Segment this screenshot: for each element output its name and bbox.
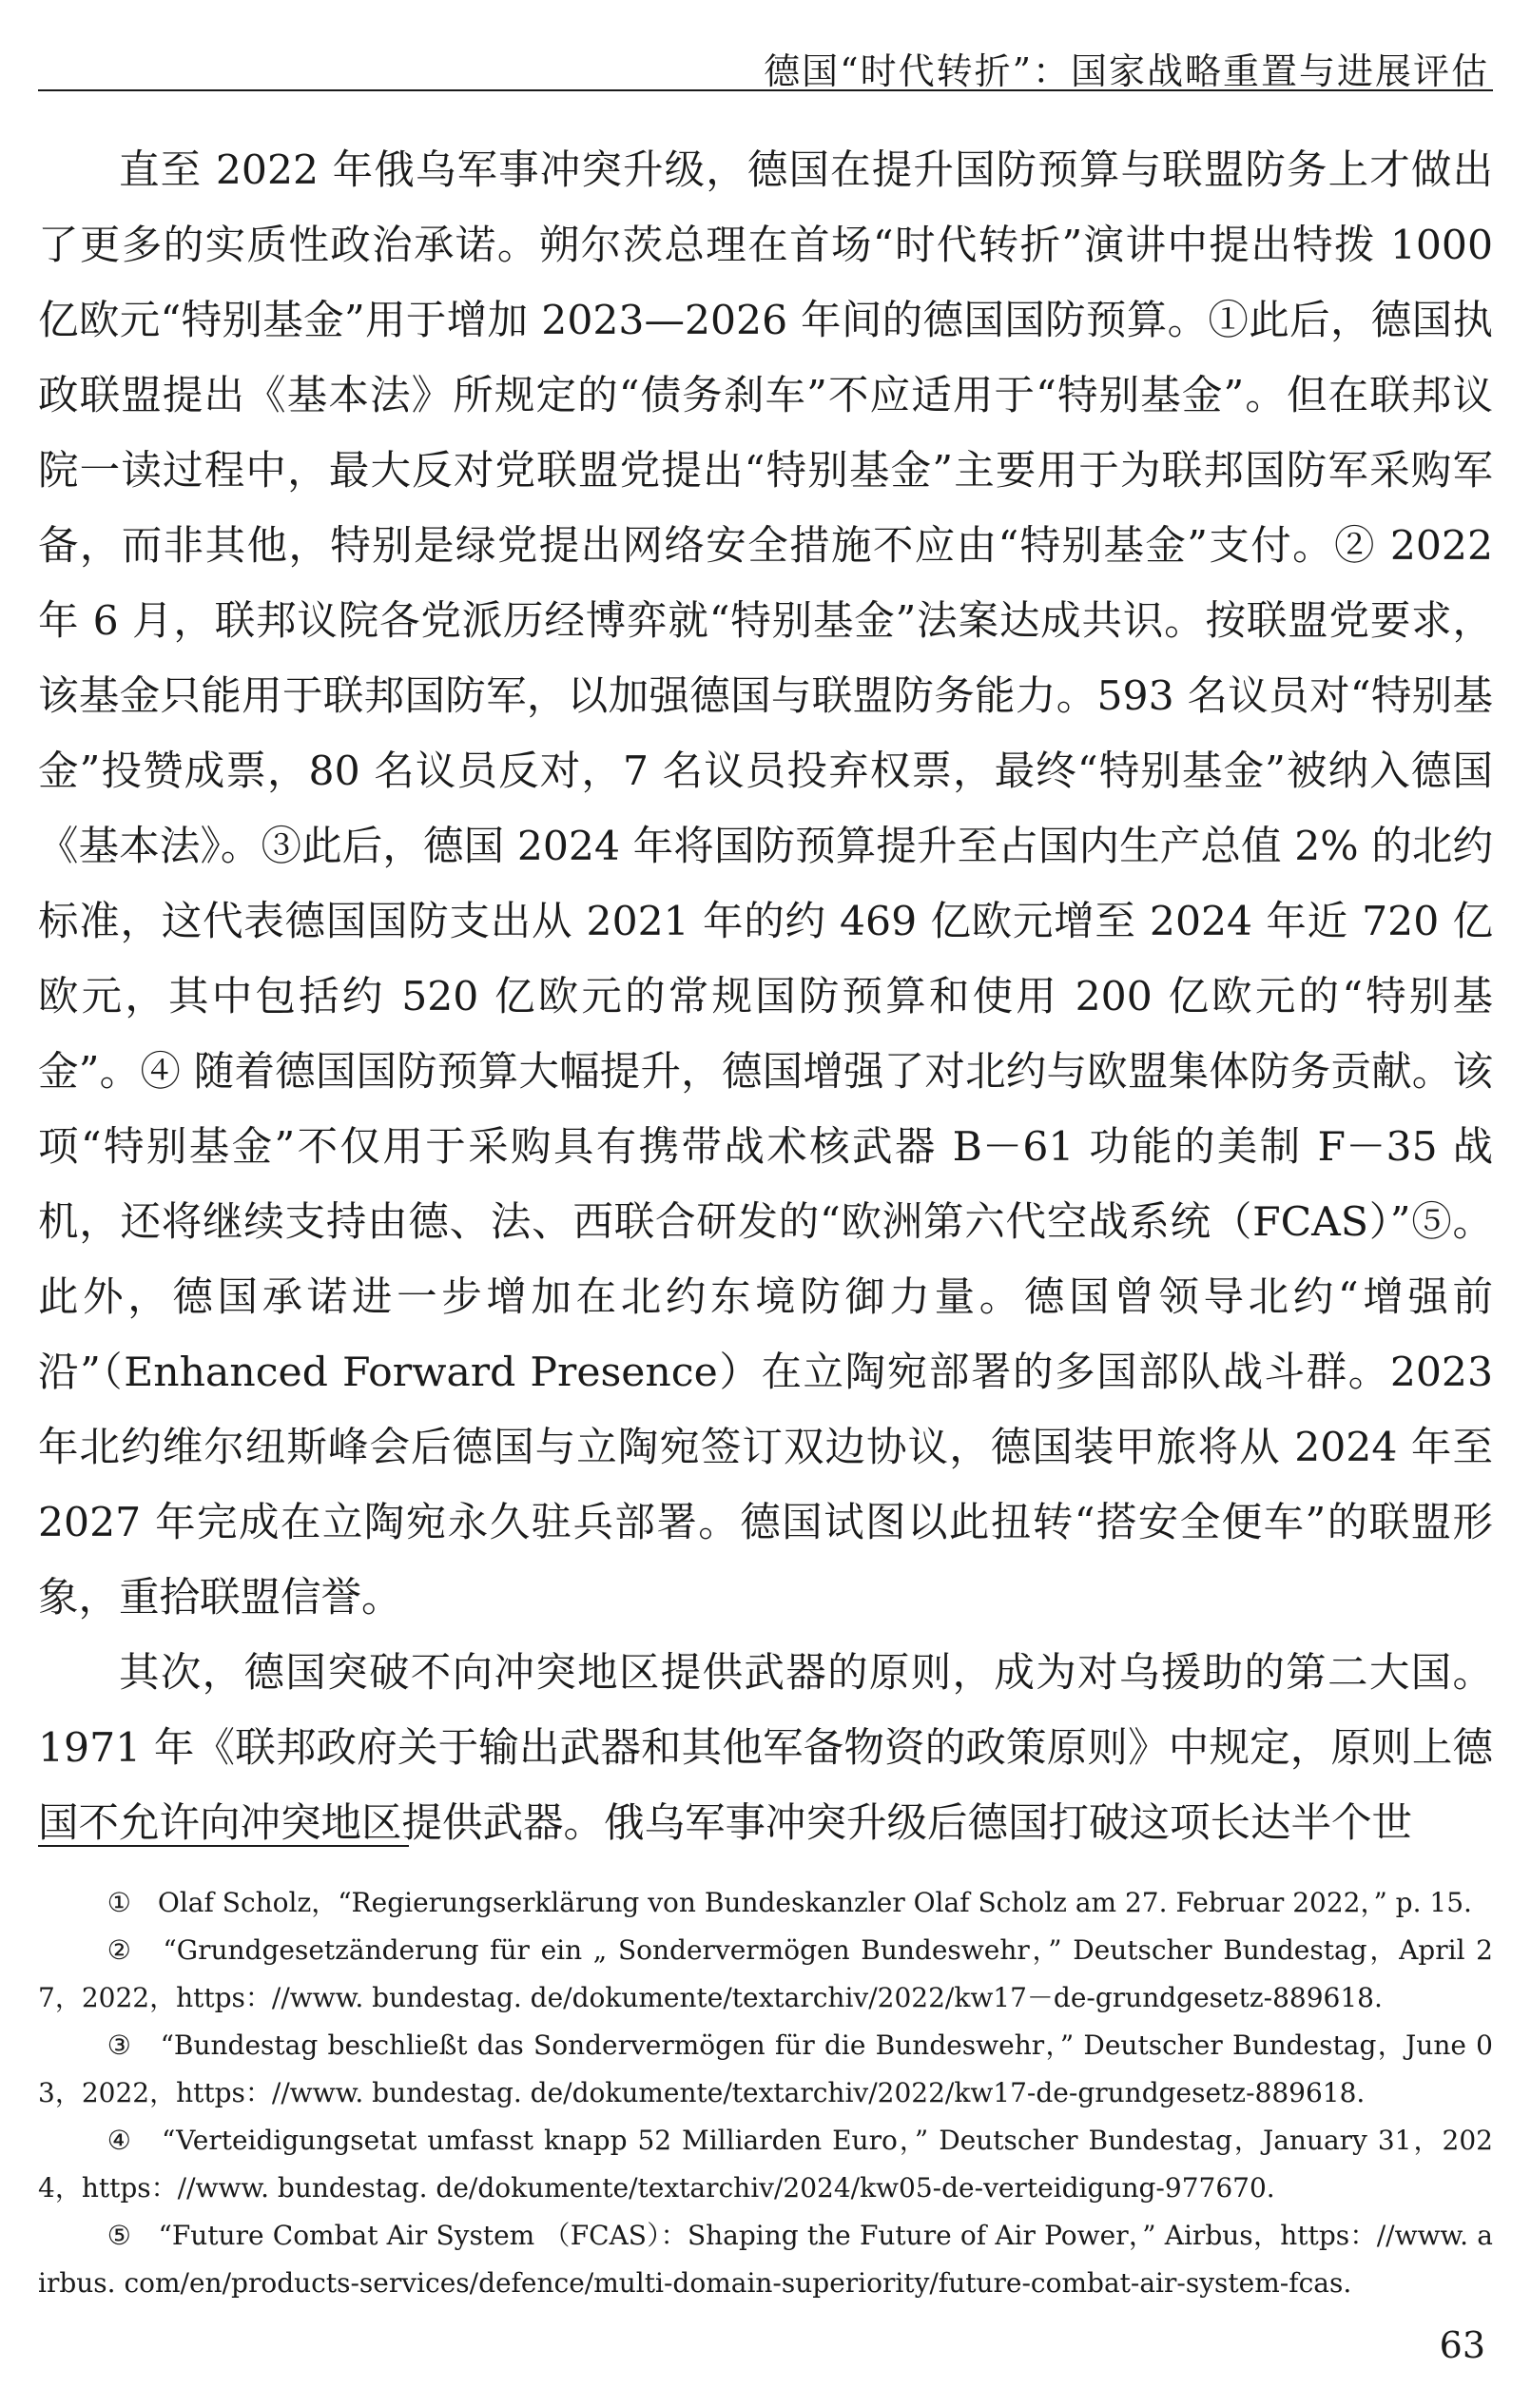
paragraph-arms-exports: 其次，德国突破不向冲突地区提供武器的原则，成为对乌援助的第二大国。1971 年《联邦政府关于输出武器和其他军备物资的政策原则》中规定，原则上德国不允许向冲突地区提供武器。俄乌军事冲突升级后德国打破这项长达半个世	[38, 1650, 1493, 1847]
running-header-title: 德国“时代转折”：国家战略重置与进展评估	[764, 50, 1489, 92]
body-text	[38, 133, 1493, 1861]
running-header	[38, 19, 1493, 91]
footnote-2: ② “Grundgesetzänderung für ein „ Sondervermögen Bundeswehr，” Deutscher Bundestag，April 27，2022，https：//www. bundestag. de/dokumente/textarchiv/2022/kw17－de-grundgesetz-889618.	[38, 1934, 1493, 2013]
footnote-3: ③ “Bundestag beschließt das Sondervermögen für die Bundeswehr，” Deutscher Bundestag，June 03，2022，https：//www. bundestag. de/dokumente/textarchiv/2022/kw17-de-grundgesetz-889618.	[38, 2029, 1493, 2108]
paragraph-defense-budget: 直至 2022 年俄乌军事冲突升级，德国在提升国防预算与联盟防务上才做出了更多的实质性政治承诺。朔尔茨总理在首场“时代转折”演讲中提出特拨 1000 亿欧元“特别基金”用于增加 2023—2026 年间的德国国防预算。①此后，德国执政联盟提出《基本法》所规定的“债务刹车”不应适用于“特别基金”。但在联邦议院一读过程中，最大反对党联盟党提出“特别基金”主要用于为联邦国防军采购军备，而非其他，特别是绿党提出网络安全措施不应由“特别基金”支付。② 2022 年 6 月，联邦议院各党派历经博弈就“特别基金”法案达成共识。按联盟党要求，该基金只能用于联邦国防军，以加强德国与联盟防务能力。593 名议员对“特别基金”投赞成票，80 名议员反对，7 名议员投弃权票，最终“特别基金”被纳入德国《基本法》。③此后，德国 2024 年将国防预算提升至占国内生产总值 2% 的北约标准，这代表德国国防支出从 2021 年的约 469 亿欧元增至 2024 年近 720 亿欧元，其中包括约 520 亿欧元的常规国防预算和使用 200 亿欧元的“特别基金”。④ 随着德国国防预算大幅提升，德国增强了对北约与欧盟集体防务贡献。该项“特别基金”不仅用于采购具有携带战术核武器 B－61 功能的美制 F－35 战机，还将继续支持由德、法、西联合研发的“欧洲第六代空战系统（FCAS）”⑤。此外，德国承诺进一步增加在北约东境防御力量。德国曾领导北约“增强前沿”（Enhanced Forward Presence）在立陶宛部署的多国部队战斗群。2023 年北约维尔纽斯峰会后德国与立陶宛签订双边协议，德国装甲旅将从 2024 年至 2027 年完成在立陶宛永久驻兵部署。德国试图以此扭转“搭安全便车”的联盟形象，重拾联盟信誉。	[38, 147, 1493, 1622]
footnote-1: ① Olaf Scholz，“Regierungserklärung von Bundeskanzler Olaf Scholz am 27. Februar 2022，” p. 15.	[107, 1887, 1472, 1918]
page-number: 63	[1439, 2324, 1485, 2366]
footnote-4: ④ “Verteidigungsetat umfasst knapp 52 Milliarden Euro，” Deutscher Bundestag，January 31，2024，https：//www. bundestag. de/dokumente/textarchiv/2024/kw05-de-verteidigung-977670.	[38, 2125, 1493, 2204]
footnote-divider	[38, 1845, 409, 1847]
footnote-5: ⑤ “Future Combat Air System （FCAS）：Shaping the Future of Air Power，” Airbus，https：//www. airbus. com/en/products-services/defence/multi-domain-superiority/future-combat-air-system-fcas.	[38, 2220, 1493, 2299]
footnotes	[38, 1879, 1493, 2307]
